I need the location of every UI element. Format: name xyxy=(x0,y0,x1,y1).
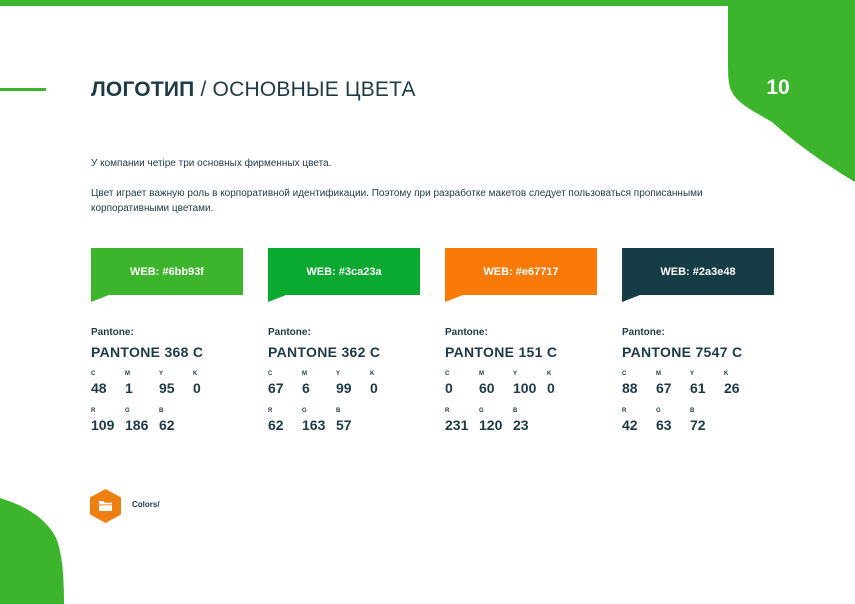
rgb-g-label: G xyxy=(656,408,661,414)
cmyk-y-value: 95 xyxy=(159,380,175,396)
pantone-label: Pantone: xyxy=(91,327,134,338)
rgb-r-value: 62 xyxy=(268,417,284,433)
rgb-b-label: B xyxy=(690,408,695,414)
pantone-value: PANTONE 151 C xyxy=(445,344,558,360)
rgb-g-value: 120 xyxy=(479,417,503,433)
cmyk-c-value: 88 xyxy=(622,380,638,396)
cmyk-y-label: Y xyxy=(690,371,695,377)
cmyk-y-label: Y xyxy=(159,371,164,377)
cmyk-m-value: 1 xyxy=(125,380,133,396)
cmyk-m-label: M xyxy=(479,371,484,377)
swatch-web-code: WEB: #2a3e48 xyxy=(660,265,736,278)
cmyk-m-value: 6 xyxy=(302,380,310,396)
cmyk-k-value: 0 xyxy=(370,380,378,396)
cmyk-y-value: 61 xyxy=(690,380,706,396)
cmyk-k-label: K xyxy=(724,371,729,377)
cmyk-k-label: K xyxy=(193,371,198,377)
rgb-b-value: 23 xyxy=(513,417,529,433)
cmyk-k-label: K xyxy=(370,371,375,377)
cmyk-c-value: 0 xyxy=(445,380,453,396)
cmyk-m-label: M xyxy=(656,371,661,377)
rgb-b-value: 62 xyxy=(159,417,175,433)
cmyk-c-label: C xyxy=(622,371,627,377)
rgb-r-label: R xyxy=(91,408,96,414)
rgb-r-value: 42 xyxy=(622,417,638,433)
rgb-r-label: R xyxy=(622,408,627,414)
intro-paragraph-1: У компании четіре три основных фирменных цвета. xyxy=(91,158,332,169)
cmyk-k-value: 0 xyxy=(193,380,201,396)
cmyk-y-label: Y xyxy=(513,371,518,377)
rgb-b-value: 72 xyxy=(690,417,706,433)
pantone-value: PANTONE 7547 C xyxy=(622,344,743,360)
rgb-b-label: B xyxy=(159,408,164,414)
cmyk-c-value: 48 xyxy=(91,380,107,396)
intro-paragraph-2: Цвет играет важную роль в корпоративной идентификации. Поэтому при разработке макетов следует пользоваться прописанными корпоративными цветами. xyxy=(91,188,703,214)
cmyk-m-label: M xyxy=(302,371,307,377)
rgb-g-value: 163 xyxy=(302,417,326,433)
swatch-web-code: WEB: #3ca23a xyxy=(306,265,382,278)
pantone-value: PANTONE 368 C xyxy=(91,344,204,360)
cmyk-c-label: C xyxy=(91,371,96,377)
page-title-strong: ЛОГОТИП xyxy=(91,78,195,101)
page-title-rest: / ОСНОВНЫЕ ЦВЕТА xyxy=(194,78,416,101)
page-number: 10 xyxy=(766,76,790,99)
pantone-label: Pantone: xyxy=(445,327,488,338)
rgb-g-label: G xyxy=(479,408,484,414)
pantone-label: Pantone: xyxy=(622,327,665,338)
cmyk-m-value: 60 xyxy=(479,380,495,396)
rgb-r-label: R xyxy=(268,408,273,414)
cmyk-k-value: 26 xyxy=(724,380,740,396)
swatch-web-code: WEB: #6bb93f xyxy=(130,265,204,278)
cmyk-k-value: 0 xyxy=(547,380,555,396)
cmyk-y-value: 100 xyxy=(513,380,537,396)
rgb-b-label: B xyxy=(513,408,518,414)
cmyk-c-value: 67 xyxy=(268,380,284,396)
rgb-r-value: 231 xyxy=(445,417,469,433)
cmyk-c-label: C xyxy=(445,371,450,377)
rgb-g-label: G xyxy=(125,408,130,414)
folder-icon[interactable] xyxy=(90,489,121,523)
rgb-g-label: G xyxy=(302,408,307,414)
cmyk-c-label: C xyxy=(268,371,273,377)
cmyk-m-value: 67 xyxy=(656,380,672,396)
rgb-b-value: 57 xyxy=(336,417,352,433)
rgb-r-label: R xyxy=(445,408,450,414)
cmyk-m-label: M xyxy=(125,371,130,377)
footer-section-label: Colors/ xyxy=(132,500,160,509)
rgb-g-value: 63 xyxy=(656,417,672,433)
pantone-label: Pantone: xyxy=(268,327,311,338)
cmyk-y-value: 99 xyxy=(336,380,352,396)
cmyk-k-label: K xyxy=(547,371,552,377)
rgb-g-value: 186 xyxy=(125,417,149,433)
rgb-b-label: B xyxy=(336,408,341,414)
swatch-web-code: WEB: #e67717 xyxy=(483,265,559,278)
pantone-value: PANTONE 362 C xyxy=(268,344,381,360)
cmyk-y-label: Y xyxy=(336,371,341,377)
rgb-r-value: 109 xyxy=(91,417,115,433)
